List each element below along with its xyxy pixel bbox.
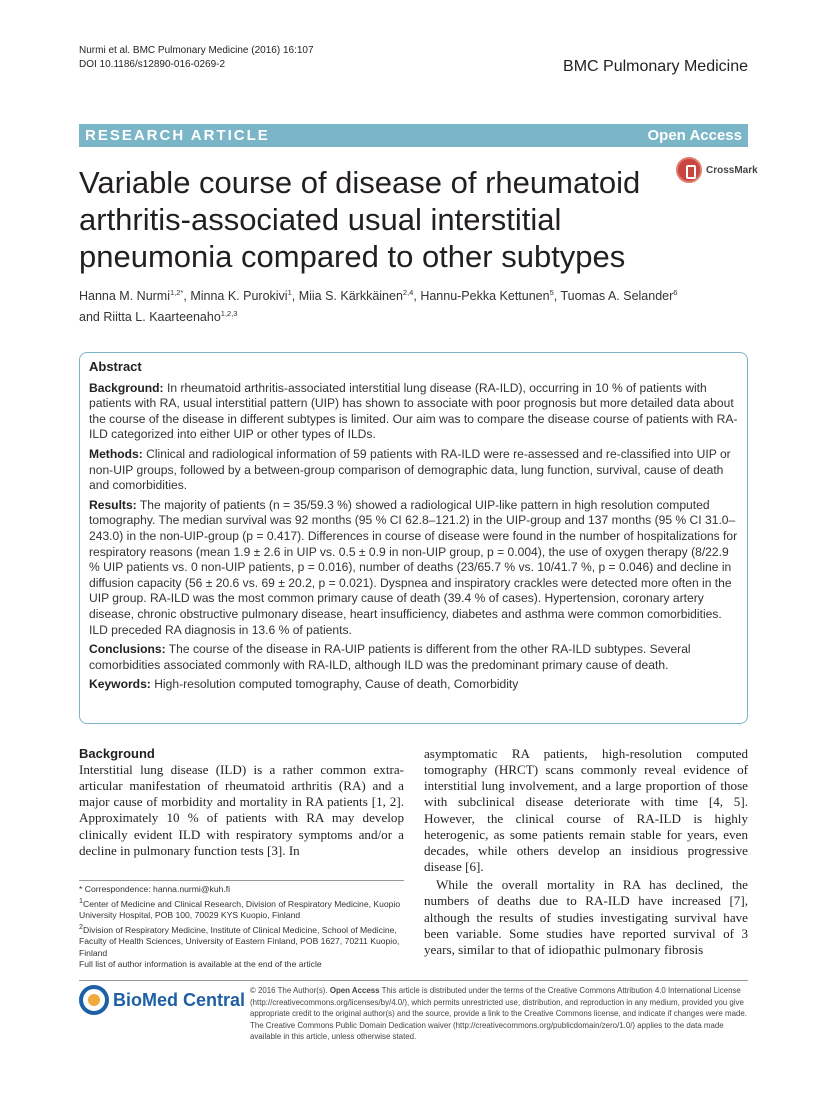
license-text: This article is distributed under the terms of the Creative Commons Attribution 4.0 International License (http://creativecommons.org/licenses/by/4.0/), which permits unrestricted use, distribution, and reproduction in any medium, provided you give appropriate credit to the original author(s) and the source, provide a link to the Creative Commons license, and indicate if changes were made. The Creative Commons Public Domain Dedication waiver (http://creativecommons.org/publicdomain/zero/1.0/) applies to the data made available in this article, unless otherwise stated. (250, 986, 747, 1041)
crossmark-badge[interactable] (676, 157, 758, 187)
author-affiliation: 1 (287, 288, 292, 297)
research-article-label: RESEARCH ARTICLE (85, 127, 270, 144)
abstract-results (89, 498, 738, 638)
author: Hanna M. Nurmi (79, 289, 170, 304)
author-affiliation: 5 (549, 288, 554, 297)
section-text: The course of the disease in RA-UIP patients is different from the other RA-ILD subtypes. Several comorbidities associated commonly with RA-ILD, although ILD was the predominant primary cause of death. (89, 642, 691, 672)
footnote-divider (79, 880, 404, 881)
citation-line: Nurmi et al. BMC Pulmonary Medicine (2016) 16:107 (79, 45, 314, 56)
body-paragraph: While the overall mortality in RA has declined, the numbers of deaths due to RA-ILD have increased [7], although the results of studies investigating survival have been variable. Some studies have reported survival of 3 years, similar to that of idiopathic pulmonary fibrosis (424, 877, 748, 957)
body-column-right (424, 746, 748, 958)
author-affiliation: 6 (673, 288, 678, 297)
open-access-bold: Open Access (329, 986, 380, 995)
body-paragraph: asymptomatic RA patients, high-resolution computed tomography (HRCT) scans commonly reveal evidence of interstitial lung involvement, and a large proportion of those with subclinical disease deteriorate with time [4, 5]. However, the clinical course of RA-ILD is highly heterogenic, as some patients remain stable for years, even decades, while others develop an insidious progressive disease [6]. (424, 746, 748, 875)
affiliation-text: Division of Respiratory Medicine, Institute of Clinical Medicine, School of Medicine, Faculty of Health Sciences, University of Eastern Finland, POB 1627, 70211 Kuopio, Finland (79, 924, 400, 958)
footer-divider (79, 980, 748, 981)
section-text: In rheumatoid arthritis-associated interstitial lung disease (RA-ILD), occurring in 10 % of patients with patients with RA, usual interstitial pattern (UIP) has shown to associate with poor prognosis but more detailed data about the course of the disease in different subtypes is limited. Our aim was to compare the disease course of patients with RA-ILD categorized into either UIP or other types of ILDs. (89, 380, 738, 442)
abstract-methods (89, 447, 738, 494)
abstract-background (89, 381, 738, 443)
author-conjunction: and (79, 310, 100, 325)
section-heading-background: Background (79, 746, 155, 761)
article-title: Variable course of disease of rheumatoid arthritis-associated usual interstitial pneumonia compared to other subtypes (79, 165, 641, 274)
section-label: Methods: (89, 446, 143, 461)
biomed-central-logo[interactable] (79, 985, 246, 1019)
author-affiliation: 2,4 (402, 288, 414, 297)
author-list: Hanna M. Nurmi$^{1,2*}$, Minna K. Purokivi$^1$, Miia S. Kärkkäinen$^{2,4}$, Hannu-Pekka Kettunen$^5$, Tuomas A. Selander$^6$ and Riitta L. Kaarteenaho$^{1,2,3}$ (79, 288, 678, 325)
author-affiliation: 1,2,3 (220, 309, 238, 319)
affiliation-number: 1 (79, 896, 83, 905)
section-label: Keywords: (89, 677, 151, 692)
correspondence-note[interactable]: * Correspondence: hanna.nurmi@kuh.fi (79, 884, 231, 894)
affiliation-note (79, 896, 404, 922)
author: Minna K. Purokivi (190, 289, 288, 304)
affiliation-number: 2 (79, 922, 83, 931)
body-paragraph: Interstitial lung disease (ILD) is a rather common extra-articular manifestation of rheumatoid arthritis (RA) and a major cause of morbidity and mortality in RA patients [1, 2]. Approximately 10 % of patients with RA may develop clinically evident ILD with respiratory symptoms and/or a decline in pulmonary function tests [3]. In (79, 762, 404, 858)
open-access-label: Open Access (647, 127, 742, 144)
logo-text: BioMed Central (113, 990, 246, 1010)
body-column-left (79, 746, 404, 859)
author: Tuomas A. Selander (560, 289, 674, 304)
section-text: Clinical and radiological information of 59 patients with RA-ILD were re-assessed and re-classified into UIP or non-UIP groups, followed by a between-group comparison of demographic data, lung function, survival, cause of death and comorbidities. (89, 446, 731, 493)
author: Riitta L. Kaarteenaho (103, 310, 221, 325)
affiliation-note (79, 922, 404, 960)
section-text: The majority of patients (n = 35/59.3 %) showed a radiological UIP-like pattern in high resolution computed tomography. The median survival was 92 months (95 % CI 62.8–121.2) in the UIP-group and 137 months (95 % CI 31.0–243.0) in the non-UIP-group (p = 0.417). Differences in course of disease were found in the number of hospitalizations for respiratory reasons (mean 1.9 ± 2.6 in UIP vs. 0.5 ± 0.9 in non-UIP group, p = 0.004), the use of oxygen therapy (8/22.9 % UIP patients vs. 0 non-UIP patients, p = 0.016), number of deaths (23/65.7 % vs. 10/41.7 %, p = 0.046) and decline in diffusion capacity (56 ± 20.6 vs. 69 ± 20.2, p = 0.021). Dyspnea and inspiratory crackles were detected more often in the UIP group. RA-ILD was the most common primary cause of death (39.4 % of cases). Hypertension, coronary artery disease, chronic obstructive pulmonary disease, heart insufficiency, diabetes and asthma were common comorbidities. ILD preceded RA diagnosis in 13.6 % of patients. (89, 497, 738, 637)
crossmark-icon (676, 157, 702, 183)
abstract-box (79, 352, 748, 724)
affiliation-text: Center of Medicine and Clinical Research, Division of Respiratory Medicine, Kuopio University Hospital, POB 100, 70029 KYS Kuopio, Finland (79, 898, 401, 921)
author: Hannu-Pekka Kettunen (420, 289, 550, 304)
section-text: High-resolution computed tomography, Cause of death, Comorbidity (154, 677, 519, 692)
section-label: Background: (89, 380, 164, 395)
citation-header (79, 44, 314, 72)
author-affiliation: 1,2* (170, 288, 184, 297)
section-label: Results: (89, 497, 137, 512)
copyright: © 2016 The Author(s). (250, 986, 328, 995)
abstract-heading: Abstract (89, 359, 142, 374)
journal-name: BMC Pulmonary Medicine (563, 58, 748, 75)
section-label: Conclusions: (89, 642, 166, 657)
full-author-info-note: Full list of author information is available at the end of the article (79, 959, 322, 970)
license-statement (250, 985, 750, 1043)
doi-line: DOI 10.1186/s12890-016-0269-2 (79, 59, 226, 70)
footnotes (79, 884, 404, 971)
abstract-keywords (89, 677, 738, 693)
biomed-central-logo-icon (79, 985, 109, 1015)
author: Miia S. Kärkkäinen (298, 289, 403, 304)
article-type-banner (79, 124, 748, 147)
crossmark-label: CrossMark (706, 165, 758, 176)
abstract-conclusions (89, 642, 738, 673)
